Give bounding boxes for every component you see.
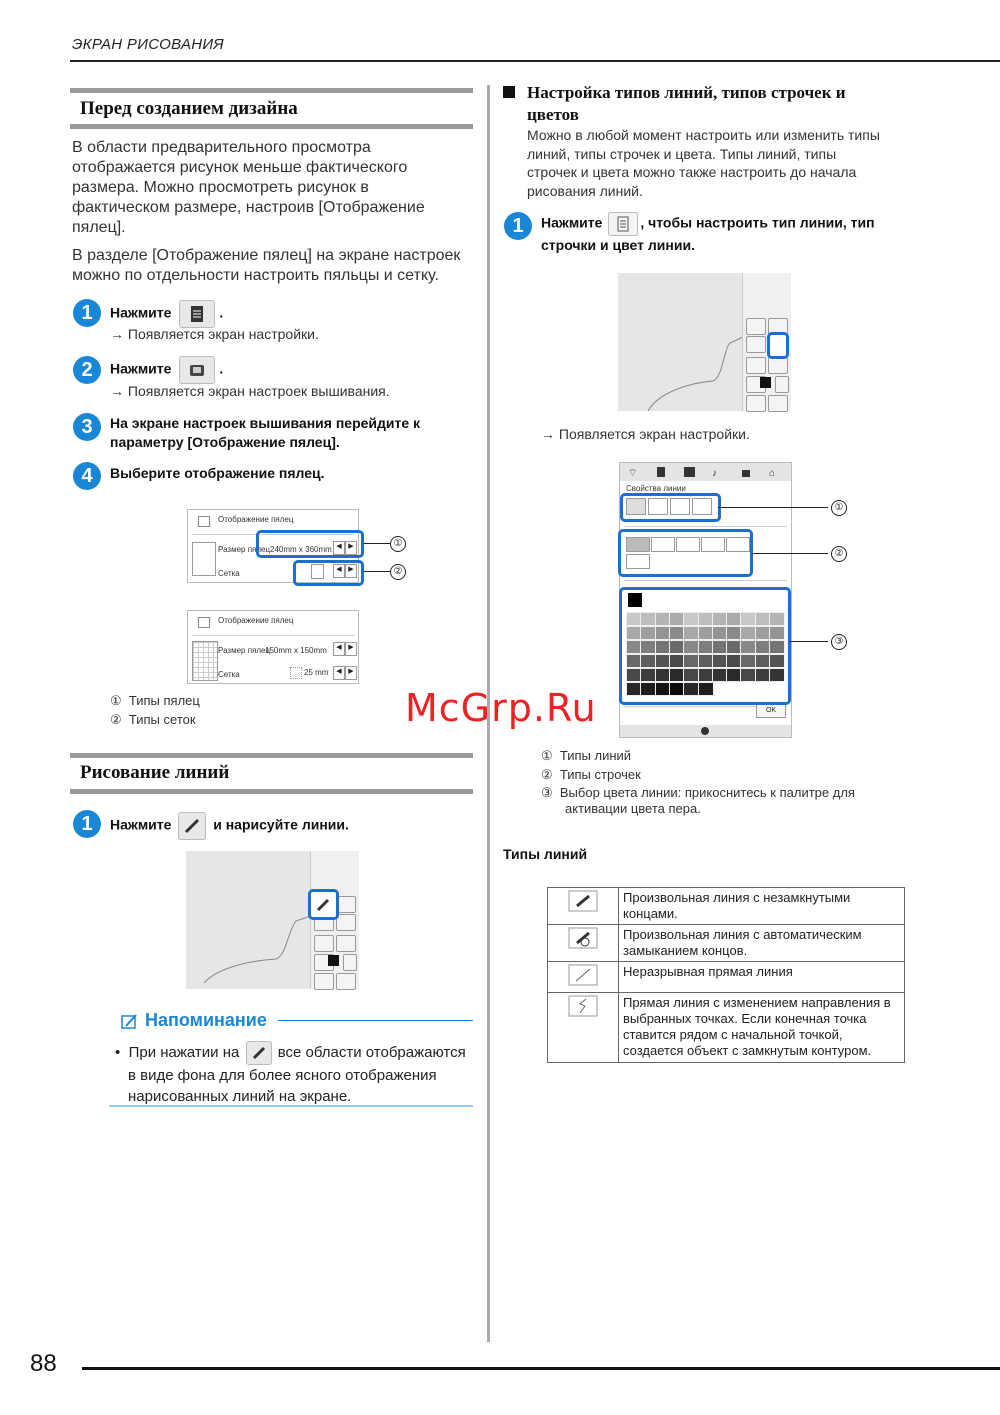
step-instruction: Нажмите и нарисуйте линии. — [110, 812, 349, 840]
step-badge: 4 — [73, 462, 101, 490]
prev-button[interactable]: ◀ — [333, 666, 345, 680]
step-badge: 1 — [73, 810, 101, 838]
svg-text:⌔: ⌔ — [628, 468, 638, 479]
table-icon-cell — [548, 888, 619, 925]
line-settings-icon[interactable] — [336, 914, 356, 931]
step-instruction: Выберите отображение пялец. — [110, 465, 325, 481]
table-row — [548, 925, 905, 962]
step-badge: 2 — [73, 356, 101, 384]
grid-type-highlight — [293, 560, 364, 586]
setting-title: Отображение пялец — [218, 616, 294, 625]
table-row — [548, 993, 905, 1063]
next-button[interactable]: ▶ — [345, 564, 357, 578]
footer-rule — [82, 1367, 1000, 1370]
select-icon[interactable] — [775, 376, 789, 393]
eraser-icon[interactable] — [314, 973, 334, 990]
callout-leader — [364, 543, 390, 544]
copy-icon[interactable] — [336, 973, 356, 990]
table-text-cell: Прямая линия с изменением направления в выбранных точках. Если конечная точка ставится рядом с начальной точкой, создается объект с замкнутым контуром. — [619, 993, 905, 1063]
color-swatch[interactable] — [760, 377, 771, 388]
bucket-icon[interactable] — [768, 357, 788, 374]
next-button[interactable]: ▶ — [345, 541, 357, 555]
callout-leader — [790, 641, 828, 642]
polyline-icon — [568, 995, 598, 1017]
legend-item: ① Типы линий — [541, 748, 632, 763]
section-bar-top — [70, 88, 473, 93]
section-paragraph: Можно в любой момент настроить или изменить типы линий, типы строчек и цвета. Типы линий, типы строчек и цвета можно также настроить до начала рисования линий. — [527, 127, 880, 199]
step-instruction: Нажмите , чтобы настроить тип линии, тип строчки и цвет линии. — [541, 212, 875, 255]
table-text-cell: Неразрывная прямая линия — [619, 962, 905, 993]
dropper-icon[interactable] — [314, 935, 334, 952]
header-rule — [70, 60, 1000, 62]
legend-item: ② Типы строчек — [541, 767, 641, 782]
legend-item: ① Типы пялец — [110, 693, 200, 708]
section-bar-bottom — [70, 124, 473, 129]
table-row — [548, 888, 905, 925]
section-bullet — [503, 86, 515, 98]
pencil-button-highlight[interactable] — [308, 889, 339, 920]
line-types-highlight — [620, 493, 721, 522]
line-settings-icon[interactable] — [608, 212, 638, 236]
table-text-cell: Произвольная линия с автоматическим замыканием концов. — [619, 925, 905, 962]
freehand-closed-icon — [568, 927, 598, 949]
step-result: → Появляется экран настроек вышивания. — [110, 383, 390, 399]
setting-title: Отображение пялец — [218, 515, 294, 524]
dialog-footer — [620, 725, 791, 737]
eraser-icon[interactable] — [746, 395, 766, 412]
legend-item: ② Типы сеток — [110, 712, 196, 727]
grid-size-value: 25 mm — [304, 668, 329, 677]
table-icon-cell — [548, 993, 619, 1063]
step-badge: 1 — [73, 299, 101, 327]
grid-icon — [290, 667, 302, 679]
color-palette-highlight — [619, 587, 791, 705]
section-bar-bottom — [70, 789, 473, 794]
settings-page-icon[interactable] — [179, 300, 215, 328]
stitch-types-highlight — [618, 529, 753, 577]
pencil-icon — [246, 1041, 272, 1065]
hoop-icon — [198, 516, 210, 527]
prev-button[interactable]: ◀ — [333, 564, 345, 578]
callout-number: ① — [831, 500, 847, 516]
callout-number: ③ — [831, 634, 847, 650]
callout-number: ① — [390, 536, 406, 552]
legend-item: ③ Выбор цвета линии: прикоснитесь к палитре для активации цвета пера. — [541, 785, 855, 816]
step-result: → Появляется экран настройки. — [541, 426, 750, 442]
line-settings-highlight[interactable] — [767, 332, 789, 359]
pencil-icon[interactable] — [178, 812, 206, 840]
line-types-heading: Типы линий — [503, 846, 588, 862]
dialog-title: Свойства линии — [626, 484, 686, 493]
hoop-paragraph: В разделе [Отображение пялец] на экране настроек можно по отдельности настроить пяльцы и сетку. — [72, 247, 461, 284]
section-title-before-design: Перед созданием дизайна — [80, 98, 298, 119]
hoop-preview — [192, 542, 216, 576]
hoop-icon — [198, 617, 210, 628]
copy-icon[interactable] — [768, 395, 788, 412]
table-row — [548, 962, 905, 993]
fill-tool-icon[interactable] — [336, 896, 356, 913]
svg-text:♪: ♪ — [712, 468, 717, 479]
hoop-size-label: Размер пялец — [218, 545, 271, 554]
svg-text:⌂: ⌂ — [769, 468, 776, 479]
hoop-size-value: 150mm x 150mm — [265, 646, 327, 655]
table-icon-cell — [548, 925, 619, 962]
grid-label: Сетка — [218, 670, 240, 679]
bucket-icon[interactable] — [336, 935, 356, 952]
hoop-display-screen-grid — [187, 610, 359, 684]
page-number: 88 — [30, 1350, 57, 1377]
next-button[interactable]: ▶ — [345, 642, 357, 656]
memo-bottom-rule — [109, 1105, 473, 1107]
callout-number: ② — [390, 564, 406, 580]
step-instruction: Нажмите . — [110, 356, 223, 384]
memo-title: Напоминание — [145, 1010, 267, 1030]
step-result: → Появляется экран настройки. — [110, 326, 319, 342]
grid-label: Сетка — [218, 569, 240, 578]
watermark: McGrp.Ru — [405, 686, 597, 730]
next-button[interactable]: ▶ — [345, 666, 357, 680]
pencil-tool-icon[interactable] — [746, 318, 766, 335]
home-dot-icon[interactable] — [701, 727, 709, 735]
memo-bullet: • При нажатии на все области отображаются в виде фона для более ясного отображения нарисованных линий на экране. — [115, 1041, 475, 1107]
section-bar-top — [70, 753, 473, 758]
section-title-line-settings: Настройка типов линий, типов строчек и цветов — [527, 83, 846, 124]
prev-button[interactable]: ◀ — [333, 541, 345, 555]
embroidery-settings-icon[interactable] — [179, 356, 215, 384]
running-header: ЭКРАН РИСОВАНИЯ — [72, 36, 224, 53]
intro-paragraph: В области предварительного просмотра отображается рисунок меньше фактического размера. Можно просмотреть рисунок в фактическом размере, настроив [Отображение пялец]. — [72, 139, 425, 236]
step-badge: 1 — [504, 212, 532, 240]
select-icon[interactable] — [343, 954, 357, 971]
drawing-screen — [618, 273, 790, 411]
grid-preview — [192, 641, 218, 681]
dropper-icon[interactable] — [746, 357, 766, 374]
hoop-type-highlight — [256, 530, 364, 558]
prev-button[interactable]: ◀ — [333, 642, 345, 656]
memo-icon — [120, 1012, 138, 1035]
step-instruction: На экране настроек вышивания перейдите к параметру [Отображение пялец]. — [110, 415, 421, 450]
memo-rule — [278, 1020, 473, 1021]
callout-leader — [752, 553, 828, 554]
callout-leader — [718, 507, 828, 508]
step-instruction: Нажмите . — [110, 300, 223, 328]
table-icon-cell — [548, 962, 619, 993]
table-text-cell: Произвольная линия с незамкнутыми концами. — [619, 888, 905, 925]
freehand-open-icon — [568, 890, 598, 912]
hoop-size-value: 240mm x 360mm — [270, 545, 332, 554]
line-type-icon[interactable] — [746, 336, 766, 353]
straight-line-icon — [568, 964, 598, 986]
hoop-size-label: Размер пялец — [218, 646, 271, 655]
toolbar — [620, 463, 791, 481]
section-title-drawing-lines: Рисование линий — [80, 762, 230, 783]
color-swatch[interactable] — [328, 955, 339, 966]
step-badge: 3 — [73, 413, 101, 441]
line-types-table — [547, 887, 905, 1063]
ok-button[interactable]: OK — [756, 703, 786, 718]
callout-leader — [364, 571, 390, 572]
callout-number: ② — [831, 546, 847, 562]
